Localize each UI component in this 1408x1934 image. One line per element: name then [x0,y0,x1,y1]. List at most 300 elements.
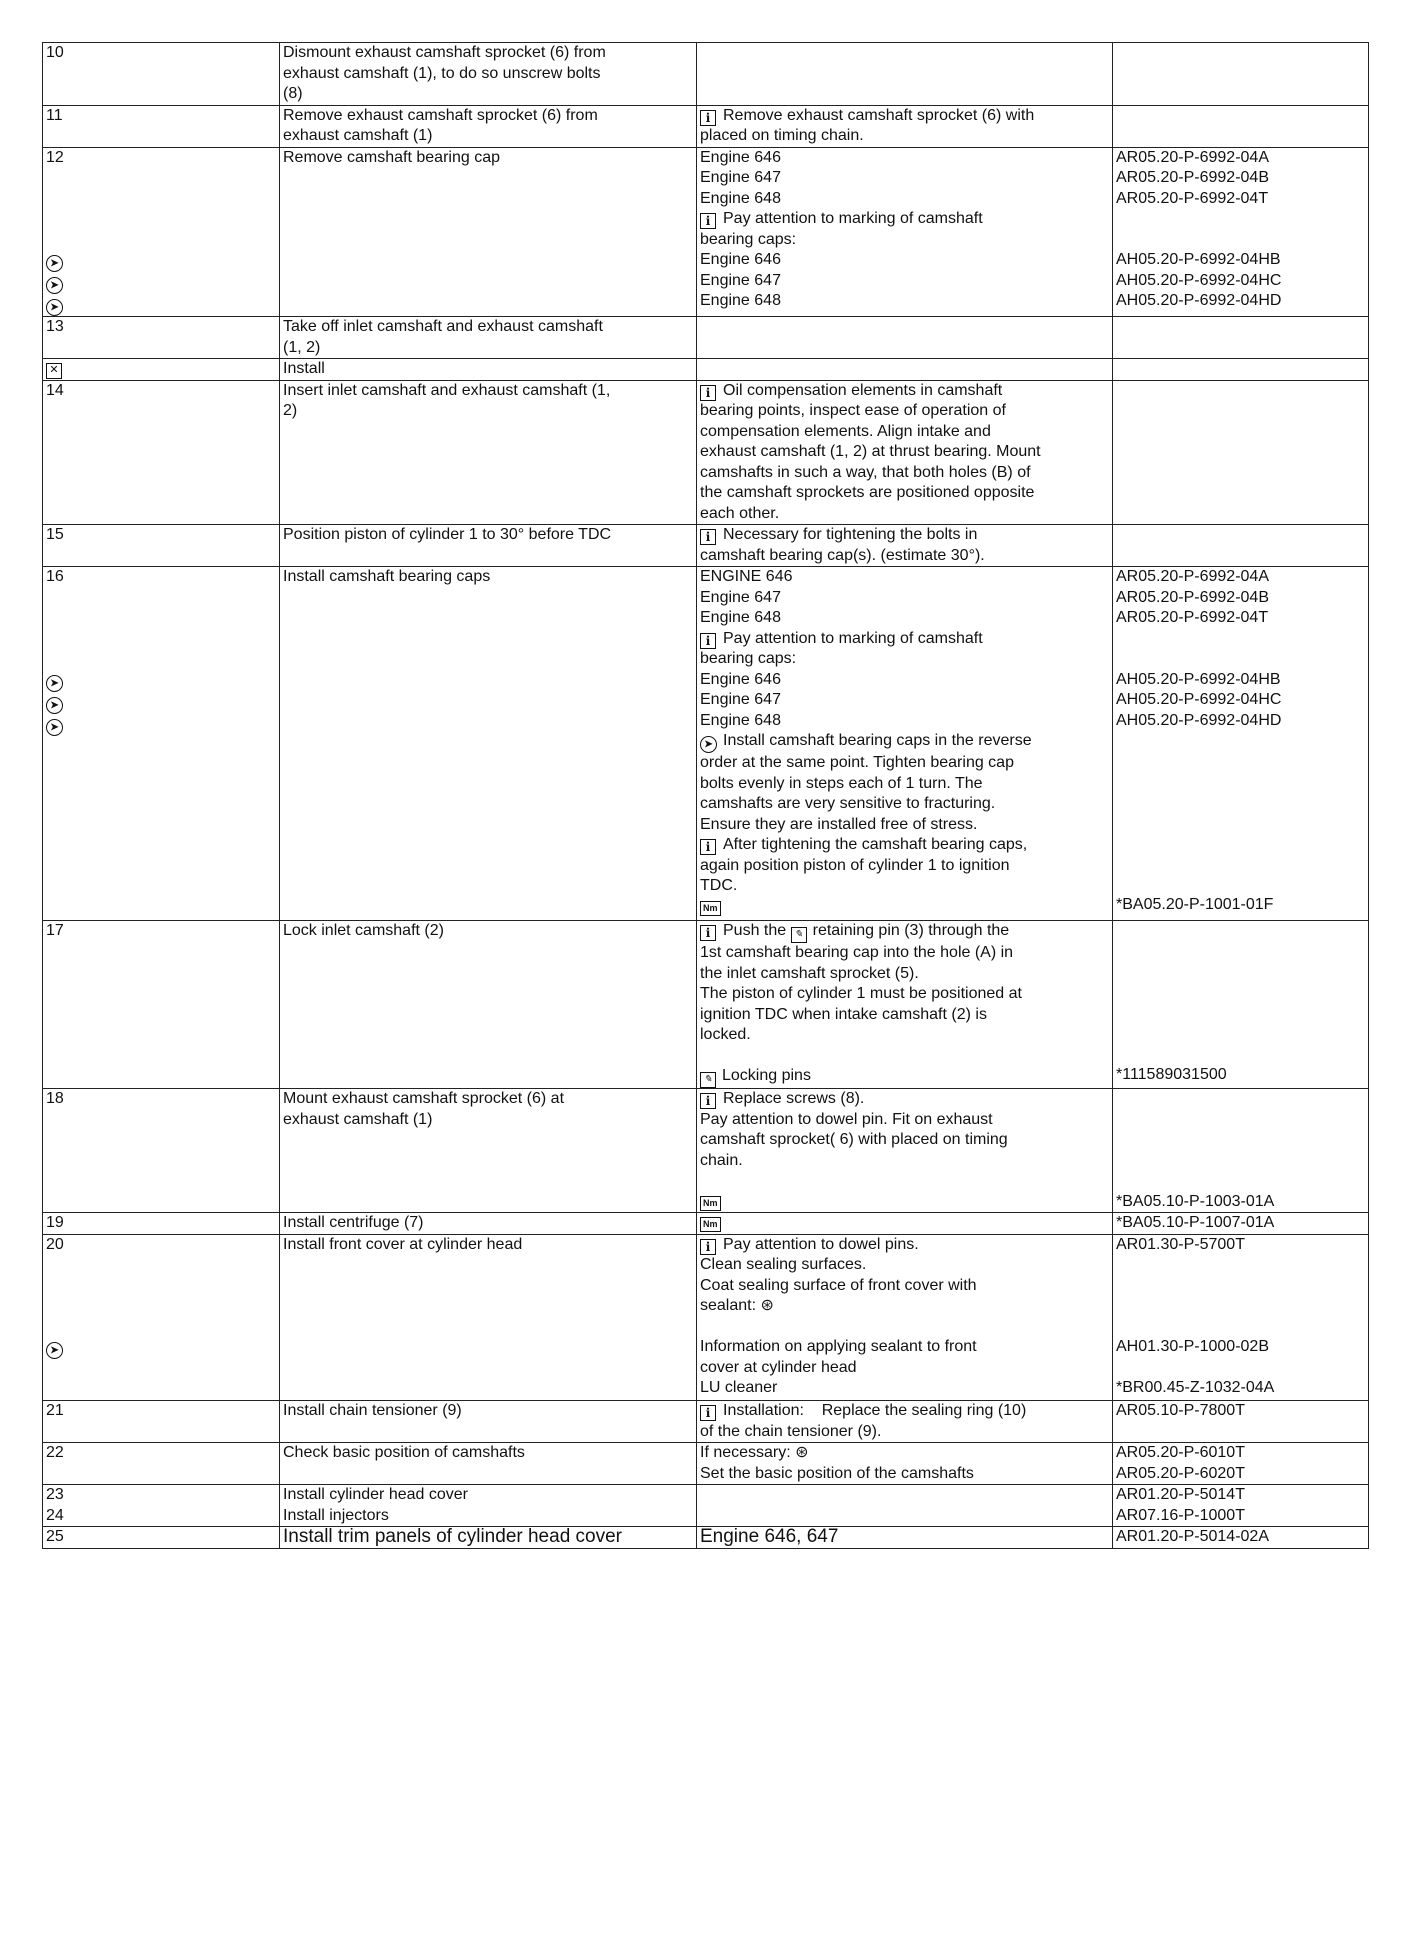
action-text: (1, 2) [283,338,321,356]
step-number: 24 [46,1506,64,1524]
circle-arrow-icon: ➤ [46,277,63,294]
info-text: Engine 646 [700,670,781,688]
info-line [700,1089,1109,1110]
info-text: Clean sealing surfaces. [700,1256,867,1273]
action-text: Remove exhaust camshaft sprocket (6) from [283,106,598,124]
margin-marker [46,1359,276,1380]
info-text: Engine 647 [700,588,781,606]
table-row [43,1213,1369,1235]
info-cell [697,1213,1113,1235]
info-cell [697,1089,1113,1213]
info-cell [697,1401,1113,1443]
reference-code: AR05.20-P-6992-04A [1116,568,1269,585]
margin-marker [46,1255,276,1276]
info-text: locked. [700,1026,751,1043]
action-text: Remove camshaft bearing cap [283,148,500,166]
info-text: LU cleaner [700,1379,778,1396]
action-text: Take off inlet camshaft and exhaust camshaft [283,318,603,335]
info-cell [697,1527,1113,1549]
info-text: Information on applying sealant to front [700,1338,977,1355]
info-line [700,984,1109,1005]
info-text: Set the basic position of the camshafts [700,1464,974,1482]
info-line [700,1066,1109,1088]
info-line [700,1192,1109,1213]
info-text: After tightening the camshaft bearing caps, [723,836,1028,853]
step-number: 23 [46,1486,64,1503]
reference-code [1116,983,1365,1004]
reference-code [1116,921,1365,942]
step-cell [43,567,280,921]
info-icon: i [700,1239,716,1255]
info-text: the camshaft sprockets are positioned opposite [700,484,1035,501]
margin-marker [46,250,276,272]
info-icon: i [700,633,716,649]
info-line [700,126,1109,147]
table-row [43,147,1369,317]
action-text: exhaust camshaft (1) [283,1110,433,1128]
action-cell [280,43,697,106]
info-text: ENGINE 646 [700,568,793,585]
reference-code: AR05.10-P-7800T [1116,1402,1245,1419]
info-line [700,856,1109,877]
info-text: Oil compensation elements in camshaft [723,381,1003,399]
reference-code [1116,629,1365,650]
info-text: Coat sealing surface of front cover with [700,1276,977,1294]
circle-arrow-icon: ➤ [46,255,63,272]
info-cell [697,105,1113,147]
info-text: Engine 648 [700,292,781,309]
info-line [700,943,1109,964]
action-cell [280,105,697,147]
step-number: 10 [46,44,64,61]
table-row [43,317,1369,359]
reference-code: AR01.30-P-5700T [1116,1235,1245,1253]
reference-cell [1113,1089,1369,1213]
step-number: 20 [46,1235,64,1253]
info-line [700,381,1109,402]
step-cell [43,105,280,147]
info-cell [697,921,1113,1089]
step-cell [43,1401,280,1443]
info-line [700,1422,1109,1443]
reference-code [1116,793,1365,814]
info-text: Necessary for tightening the bolts in [723,526,978,543]
action-text: Check basic position of camshafts [283,1444,525,1461]
info-text: Engine 647 [700,691,781,708]
info-line [700,670,1109,691]
circle-arrow-icon: ➤ [46,675,63,692]
reference-code: *BA05.10-P-1007-01A [1116,1214,1275,1231]
reference-cell [1113,43,1369,106]
info-text: Engine 646 [700,148,781,166]
margin-marker [46,230,276,251]
info-text: Replace screws (8). [723,1090,865,1107]
action-text: exhaust camshaft (1) [283,127,433,144]
reference-code: AR05.20-P-6992-04T [1116,189,1269,207]
info-line [700,1317,1109,1338]
info-line [700,1443,1109,1464]
reference-code [1116,1130,1365,1151]
margin-marker [46,756,276,777]
reference-code [1116,1171,1365,1192]
reference-code: AR07.16-P-1000T [1116,1506,1245,1524]
margin-marker [46,649,276,670]
info-line [700,189,1109,210]
info-line [700,921,1109,943]
reference-code [1116,731,1365,752]
action-cell [280,567,697,921]
reference-code [1116,649,1365,670]
circle-arrow-icon: ➤ [46,697,63,714]
margin-marker [46,797,276,818]
action-text: Insert inlet camshaft and exhaust camshaft (1, [283,381,611,399]
reference-code: AH05.20-P-6992-04HB [1116,670,1281,688]
info-line [700,588,1109,609]
reference-code: AR05.20-P-6010T [1116,1444,1245,1461]
reference-code: AR05.20-P-6992-04T [1116,609,1269,626]
step-number: 22 [46,1444,64,1461]
info-line [700,1527,1109,1548]
info-line [700,876,1109,897]
table-row [43,43,1369,106]
step-cell [43,921,280,1089]
action-cell [280,317,697,359]
step-cell [43,1485,280,1527]
reference-cell [1113,525,1369,567]
action-cell [280,359,697,381]
special-tool-icon: ✎ [700,1072,716,1088]
reference-code [1116,854,1365,875]
info-text: order at the same point. Tighten bearing cap [700,754,1014,771]
action-text: Install injectors [283,1506,389,1524]
info-line [700,442,1109,463]
info-text: placed on timing chain. [700,127,864,144]
info-text: exhaust camshaft (1, 2) at thrust bearing. Mount [700,443,1041,460]
reference-code [1116,1089,1365,1110]
info-line [700,1025,1109,1046]
info-line [700,794,1109,815]
margin-marker [46,588,276,609]
reference-code [1116,1003,1365,1024]
info-text: Installation: Replace the sealing ring (10) [723,1402,1027,1419]
margin-marker [46,294,276,316]
step-cell [43,525,280,567]
reference-code: AH05.20-P-6992-04HC [1116,271,1282,289]
table-row [43,1401,1369,1443]
reference-code: AH05.20-P-6992-04HC [1116,691,1282,708]
info-text: bearing caps: [700,650,797,667]
margin-marker [46,1296,276,1317]
info-line [700,731,1109,753]
reference-code: *BR00.45-Z-1032-04A [1116,1379,1275,1396]
action-cell [280,1401,697,1443]
action-text: Install camshaft bearing caps [283,568,491,585]
info-line [700,504,1109,525]
table-row [43,921,1369,1089]
action-cell [280,380,697,525]
circle-arrow-icon: ➤ [46,299,63,316]
step-cell [43,380,280,525]
reference-code: AR05.20-P-6020T [1116,1464,1245,1482]
info-text: Locking pins [722,1067,811,1084]
margin-marker [46,714,276,736]
action-cell [280,147,697,317]
step-cell [43,43,280,106]
reference-code: *111589031500 [1116,1065,1227,1083]
reference-code [1116,1358,1365,1379]
torque-nm-icon: Nm [700,901,721,916]
info-line [700,1046,1109,1067]
info-line [700,1213,1109,1234]
reference-code [1116,875,1365,896]
info-icon: i [700,529,716,545]
info-cell [697,317,1113,359]
info-line [700,546,1109,567]
step-number: 18 [46,1090,64,1107]
info-line [700,964,1109,985]
info-text: retaining pin (3) through the [812,922,1010,939]
info-line [700,1151,1109,1172]
reference-code: AR05.20-P-6992-04A [1116,148,1269,166]
info-text: ignition TDC when intake camshaft (2) is [700,1005,987,1023]
table-row [43,1443,1369,1485]
reference-code [1116,1317,1365,1338]
info-line [700,291,1109,312]
step-number: 19 [46,1214,64,1231]
action-text: (8) [283,85,303,102]
reference-code [1116,1296,1365,1317]
margin-marker [46,692,276,714]
info-line [700,1255,1109,1276]
margin-marker [46,272,276,294]
info-line [700,1358,1109,1379]
info-text: bolts evenly in steps each of 1 turn. The [700,774,983,792]
action-cell [280,525,697,567]
step-number: 12 [46,148,64,166]
info-line [700,774,1109,795]
action-cell [280,1527,697,1549]
step-number: 17 [46,922,64,939]
info-line [700,148,1109,169]
action-cell [280,1089,697,1213]
action-text: Mount exhaust camshaft sprocket (6) at [283,1090,565,1107]
info-text: bearing points, inspect ease of operation of [700,402,1006,419]
reference-cell [1113,1443,1369,1485]
reference-code [1116,1044,1365,1065]
info-text: Pay attention to marking of camshaft [723,210,983,227]
step-number: 25 [46,1528,64,1545]
reference-code: AR05.20-P-6992-04B [1116,588,1269,606]
info-text: Pay attention to dowel pin. Fit on exhaust [700,1110,993,1128]
info-line [700,1464,1109,1485]
margin-marker [46,900,276,921]
action-text: Lock inlet camshaft (2) [283,922,444,939]
info-line [700,835,1109,856]
info-text: Engine 646 [700,251,781,268]
info-text: of the chain tensioner (9). [700,1422,882,1440]
table-row [43,105,1369,147]
info-line [700,1235,1109,1256]
reference-code [1116,1024,1365,1045]
step-number: 15 [46,526,64,543]
step-cell [43,1234,280,1401]
reference-code [1116,834,1365,855]
procedure-table-body [43,43,1369,1549]
info-cell [697,1443,1113,1485]
step-cell [43,317,280,359]
info-line [700,271,1109,292]
margin-marker [46,1276,276,1297]
margin-marker [46,1317,276,1338]
reference-cell [1113,359,1369,381]
margin-marker [46,818,276,839]
info-line [700,1110,1109,1131]
reference-code [1116,1151,1365,1172]
margin-marker [46,209,276,230]
reference-cell [1113,1234,1369,1401]
info-text: each other. [700,504,780,522]
reference-cell [1113,147,1369,317]
info-text: bearing caps: [700,230,797,248]
info-cell [697,525,1113,567]
step-cell [43,147,280,317]
info-cell [697,147,1113,317]
table-row [43,567,1369,921]
table-row [43,1089,1369,1213]
info-text: Pay attention to marking of camshaft [723,629,983,647]
table-row [43,1527,1369,1549]
margin-marker [46,608,276,629]
info-line [700,1130,1109,1151]
info-line [700,897,1109,918]
info-line [700,608,1109,629]
circle-arrow-icon: ➤ [46,1342,63,1359]
reference-code [1116,772,1365,793]
info-text: Engine 647 [700,271,781,289]
reference-code [1116,942,1365,963]
info-text: Ensure they are installed free of stress. [700,815,978,833]
margin-marker [46,1337,276,1359]
reference-cell [1113,567,1369,921]
step-cell [43,1443,280,1485]
info-line [700,1171,1109,1192]
step-cell [43,1213,280,1235]
reference-code [1116,1255,1365,1276]
install-icon: ✕ [46,363,62,379]
action-text: Install trim panels of cylinder head cover [283,1526,622,1547]
margin-marker [46,189,276,210]
info-text: camshafts are very sensitive to fracturing. [700,795,996,812]
action-text: 2) [283,402,298,419]
action-text: Install [283,360,325,377]
info-line [700,230,1109,251]
info-line [700,1276,1109,1297]
reference-cell [1113,1527,1369,1549]
info-cell [697,43,1113,106]
info-line [700,711,1109,732]
info-line [700,1005,1109,1026]
info-icon: i [700,1405,716,1421]
reference-code: *BA05.10-P-1003-01A [1116,1192,1275,1210]
table-row [43,1234,1369,1401]
info-text: If necessary: ⊛ [700,1444,809,1461]
step-number: 11 [46,106,63,124]
reference-cell [1113,1213,1369,1235]
repair-instructions-document [42,42,1368,1549]
info-icon: i [700,110,716,126]
info-text: Remove exhaust camshaft sprocket (6) with [723,106,1035,124]
step-cell [43,1089,280,1213]
info-line [700,1378,1109,1399]
info-text: Pay attention to dowel pins. [723,1235,919,1253]
reference-code: AH05.20-P-6992-04HD [1116,711,1282,729]
info-icon: i [700,213,716,229]
info-line [700,1296,1109,1317]
info-cell [697,359,1113,381]
info-line [700,168,1109,189]
info-line [700,567,1109,588]
reference-cell [1113,1401,1369,1443]
info-text: Push the [723,922,791,939]
action-text: Install centrifuge (7) [283,1214,424,1231]
info-line [700,209,1109,230]
info-line [700,690,1109,711]
margin-marker [46,859,276,880]
reference-code: AR01.20-P-5014T [1116,1486,1245,1503]
reference-cell [1113,380,1369,525]
margin-marker [46,1380,276,1401]
reference-code [1116,1110,1365,1131]
info-text: compensation elements. Align intake and [700,422,991,440]
info-line [700,106,1109,127]
info-text: Install camshaft bearing caps in the reverse [723,732,1032,749]
action-cell [280,1485,697,1527]
reference-code [1116,813,1365,834]
special-tool-icon: ✎ [791,927,807,943]
margin-marker [46,168,276,189]
reference-cell [1113,105,1369,147]
action-cell [280,921,697,1089]
reference-code: AR05.20-P-6992-04B [1116,169,1269,186]
info-text: 1st camshaft bearing cap into the hole (A) in [700,944,1014,961]
reference-code: *BA05.20-P-1001-01F [1116,896,1274,913]
info-text: Engine 646, 647 [700,1526,839,1547]
info-cell [697,380,1113,525]
info-text: Engine 647 [700,169,781,186]
reference-code [1116,230,1365,251]
margin-marker [46,629,276,650]
reference-code [1116,209,1365,230]
info-text: chain. [700,1151,743,1169]
info-text: camshaft bearing cap(s). (estimate 30°). [700,546,985,564]
table-row [43,525,1369,567]
reference-code: AH01.30-P-1000-02B [1116,1338,1269,1355]
reference-code: AH05.20-P-6992-04HD [1116,292,1282,309]
action-text: Install front cover at cylinder head [283,1235,523,1253]
info-line [700,463,1109,484]
circle-arrow-icon: ➤ [46,719,63,736]
action-cell [280,1443,697,1485]
margin-marker [46,879,276,900]
info-icon: i [700,1093,716,1109]
reference-cell [1113,317,1369,359]
info-line [700,649,1109,670]
info-icon: i [700,385,716,401]
step-number: 21 [46,1402,64,1419]
info-text: camshaft sprocket( 6) with placed on timing [700,1131,1008,1148]
action-text: exhaust camshaft (1), to do so unscrew bolts [283,64,601,82]
step-cell [43,359,280,381]
